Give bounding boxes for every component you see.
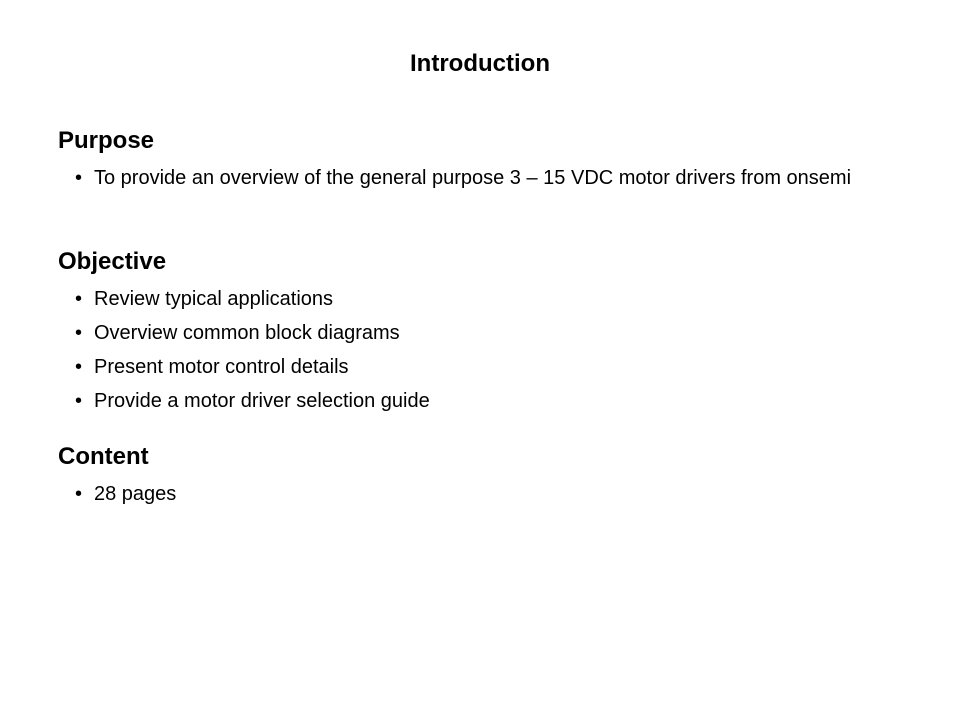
- bullet-icon: •: [75, 322, 83, 344]
- bullet-text: To provide an overview of the general purpose 3 – 15 VDC motor drivers from onsemi: [94, 167, 852, 189]
- slide-title: Introduction: [410, 50, 550, 77]
- bullet-icon: •: [75, 288, 83, 310]
- bullet-icon: •: [75, 356, 83, 378]
- bullet-text: 28 pages: [94, 483, 177, 505]
- section-heading-purpose: Purpose: [58, 127, 155, 154]
- section-heading-content: Content: [58, 443, 149, 470]
- bullet-icon: •: [75, 483, 83, 505]
- bullet-item: [58, 165, 918, 191]
- bullet-item: [58, 286, 918, 312]
- bullet-text: Present motor control details: [94, 356, 349, 378]
- bullet-list-content: [58, 481, 918, 507]
- bullet-icon: •: [75, 167, 83, 189]
- section-objective: [58, 248, 918, 422]
- bullet-text: Review typical applications: [94, 288, 334, 310]
- bullet-item: [58, 320, 918, 346]
- bullet-icon: •: [75, 390, 83, 412]
- section-purpose: [58, 127, 918, 199]
- bullet-item: [58, 354, 918, 380]
- bullet-text: Overview common block diagrams: [94, 322, 400, 344]
- bullet-list-purpose: [58, 165, 918, 191]
- bullet-item: [58, 481, 918, 507]
- bullet-text: Provide a motor driver selection guide: [94, 390, 430, 412]
- bullet-item: [58, 388, 918, 414]
- section-heading-objective: Objective: [58, 248, 167, 275]
- section-content: [58, 443, 918, 515]
- bullet-list-objective: [58, 286, 918, 414]
